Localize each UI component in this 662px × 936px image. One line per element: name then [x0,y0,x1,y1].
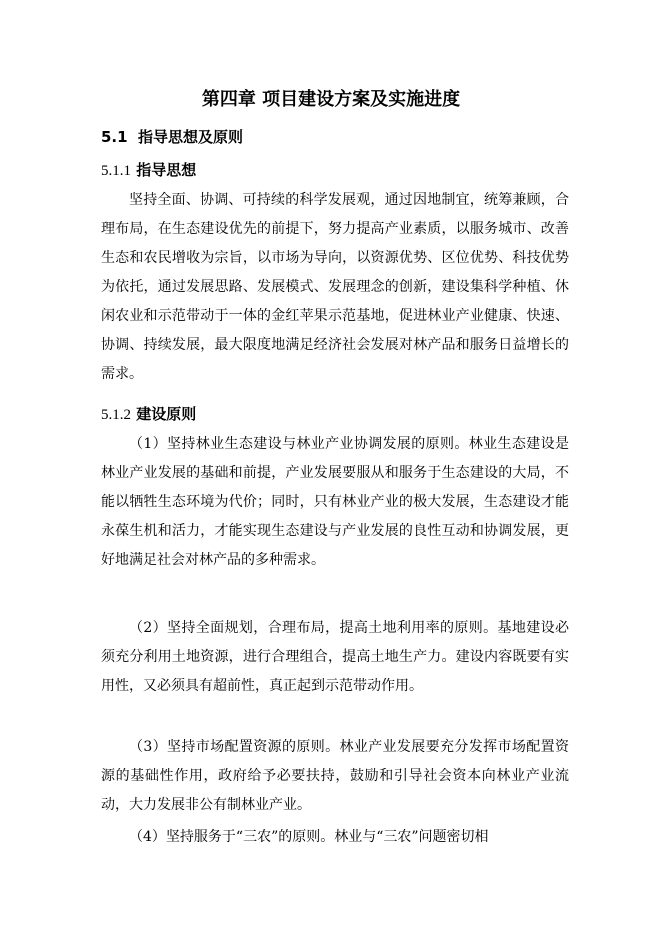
subsection-title: 建设原则 [136,405,197,423]
subsection-heading-construction-principles [101,403,196,426]
subsection-title: 指导思想 [136,161,197,179]
subsection-number: 5.1.2 [101,407,131,423]
paragraph-principle-2: （2）坚持全面规划，合理布局，提高土地利用率的原则。基地建设必须充分利用土地资源，进行合理组合，提高土地生产力。建设内容既要有实用性，又必须具有超前性，真正起到示范带动作用。 [101,620,569,694]
section-number: 5.1 [101,128,128,146]
section-heading [101,126,243,148]
subsection-heading-guiding-ideology [101,159,196,182]
paragraph-principle-3: （3）坚持市场配置资源的原则。林业产业发展要充分发挥市场配置资源的基础性作用，政府给予必要扶持，鼓励和引导社会资本向林业产业流动，大力发展非公有制林业产业。 [101,739,569,813]
paragraph-principle-4: （4）坚持服务于“三农”的原则。林业与“三农”问题密切相 [129,829,489,845]
section-title: 指导思想及原则 [138,128,244,146]
subsection-number: 5.1.1 [101,163,131,179]
paragraph-principle-1: （1）坚持林业生态建设与林业产业协调发展的原则。林业生态建设是林业产业发展的基础和前提，产业发展要服从和服务于生态建设的大局，不能以牺牲生态环境为代价；同时，只有林业产业的极大发展，生态建设才能永葆生机和活力，才能实现生态建设与产业发展的良性互动和协调发展，更好地满足社会对林产品的多种需求。 [101,436,569,568]
chapter-title: 第四章 项目建设方案及实施进度 [201,89,461,110]
paragraph-guiding-ideology: 坚持全面、协调、可持续的科学发展观，通过因地制宜，统筹兼顾，合理布局，在生态建设优先的前提下，努力提高产业素质，以服务城市、改善生态和农民增收为宗旨，以市场为导向，以资源优势、区位优势、科技优势为依托，通过发展思路、发展模式、发展理念的创新，建设集科学种植、休闲农业和示范带动于一体的金红苹果示范基地，促进林业产业健康、快速、协调、持续发展，最大限度地满足经济社会发展对林产品和服务日益增长的需求。 [101,192,569,382]
